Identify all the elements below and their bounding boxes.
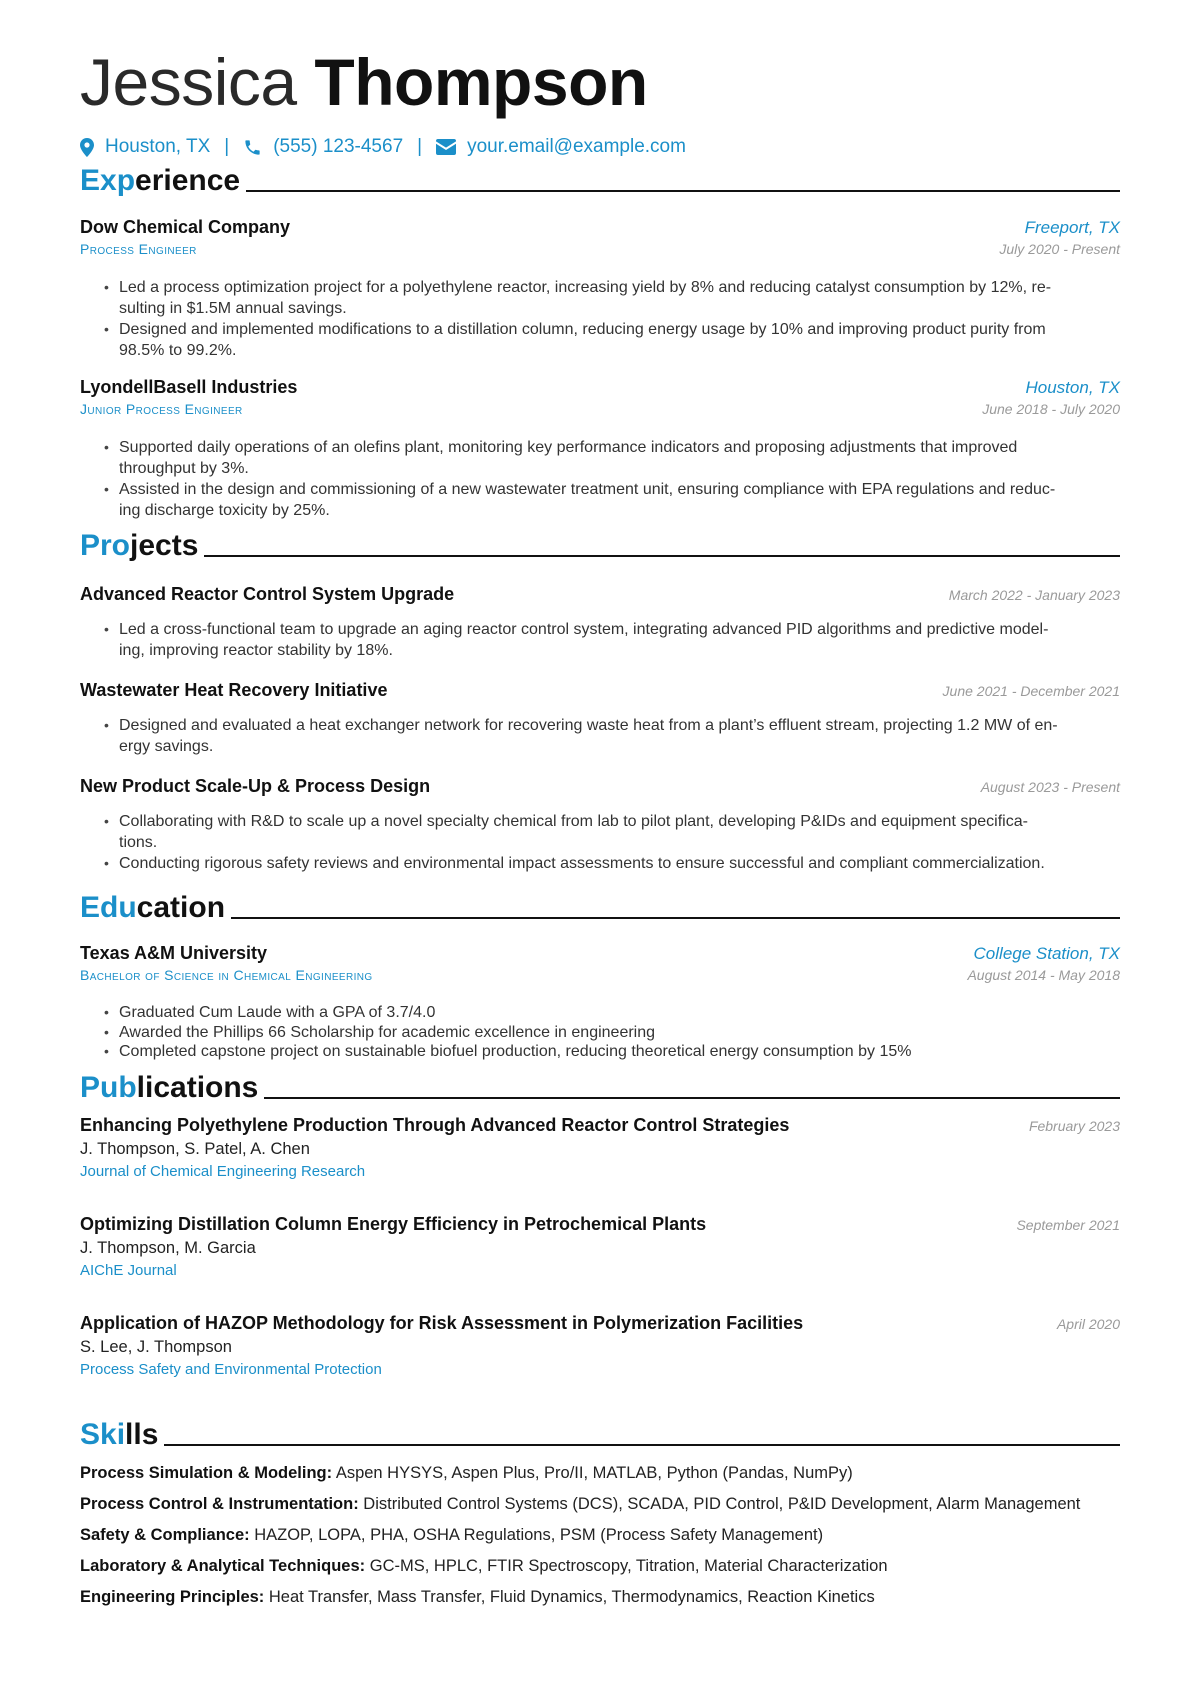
company-name: Dow Chemical Company xyxy=(80,217,291,237)
list-item: • Collaborating with R&D to scale up a novel specialty chemical from lab to pilot plant, developing P&IDs and equipment specifica- tions. xyxy=(104,811,1120,853)
list-item: • Conducting rigorous safety reviews and environmental impact assessments to ensure successful and compliant commercialization. xyxy=(104,853,1120,874)
publication-entry xyxy=(80,1214,1120,1279)
candidate-name xyxy=(80,44,1120,120)
publication-date: April 2020 xyxy=(1056,1316,1120,1332)
project-dates: August 2023 - Present xyxy=(980,779,1120,795)
contact-separator: | xyxy=(417,136,423,157)
skill-row: Process Simulation & Modeling: Aspen HYSYS, Aspen Plus, Pro/II, MATLAB, Python (Pandas, NumPy) xyxy=(80,1464,853,1482)
project-title: Wastewater Heat Recovery Initiative xyxy=(80,680,388,700)
contact-bar xyxy=(80,134,1120,160)
job-dates: June 2018 - July 2020 xyxy=(982,401,1120,417)
list-item: • Completed capstone project on sustainable biofuel production, reducing theoretical energy consumption by 15% xyxy=(104,1042,1120,1062)
publication-authors: J. Thompson, S. Patel, A. Chen xyxy=(80,1140,310,1158)
map-pin-icon xyxy=(80,138,94,157)
bullet-list xyxy=(104,1003,1120,1062)
section-rule xyxy=(204,555,1120,557)
phone-icon xyxy=(243,138,262,157)
contact-separator: | xyxy=(224,136,230,157)
first-name: Jessica xyxy=(80,45,297,119)
job-location: Houston, TX xyxy=(1025,378,1120,397)
degree: Bachelor of Science in Chemical Engineering xyxy=(80,967,373,983)
section-title: Projects xyxy=(80,529,199,562)
project-entry xyxy=(80,680,1120,757)
experience-entry xyxy=(80,377,1120,521)
publication-entry xyxy=(80,1313,1120,1378)
publication-entry xyxy=(80,1115,1120,1180)
section-rule xyxy=(231,917,1120,919)
list-item: • Designed and implemented modifications to a distillation column, reducing energy usage by 10% and improving product purity from 98.5% to 99.2%. xyxy=(104,319,1120,361)
publication-date: February 2023 xyxy=(1028,1118,1120,1134)
list-item: • Graduated Cum Laude with a GPA of 3.7/4.0 xyxy=(104,1003,1120,1023)
publication-date: September 2021 xyxy=(1016,1217,1120,1233)
skill-row: Safety & Compliance: HAZOP, LOPA, PHA, OSHA Regulations, PSM (Process Safety Management) xyxy=(80,1526,824,1544)
bullet-list xyxy=(104,437,1120,521)
publication-title: Optimizing Distillation Column Energy Efficiency in Petrochemical Plants xyxy=(80,1214,707,1234)
publication-authors: J. Thompson, M. Garcia xyxy=(80,1239,256,1257)
list-item: • Led a cross-functional team to upgrade an aging reactor control system, integrating advanced PID algorithms and predictive model- ing, improving reactor stability by 18%. xyxy=(104,619,1120,661)
section-rule xyxy=(246,190,1120,192)
project-entry xyxy=(80,584,1120,661)
skills-list xyxy=(80,1458,1120,1613)
section-experience-heading xyxy=(80,160,1120,198)
phone-text: (555) 123-4567 xyxy=(273,136,404,157)
project-dates: June 2021 - December 2021 xyxy=(942,683,1120,699)
section-title: Education xyxy=(80,891,226,924)
experience-entry xyxy=(80,217,1120,361)
list-item: • Supported daily operations of an olefins plant, monitoring key performance indicators and proposing adjustments that improved throughput by 3%. xyxy=(104,437,1120,479)
bullet-list xyxy=(104,277,1120,361)
section-rule xyxy=(264,1097,1120,1099)
job-role: Junior Process Engineer xyxy=(80,401,243,417)
publication-journal: Journal of Chemical Engineering Research xyxy=(80,1163,366,1180)
school-location: College Station, TX xyxy=(973,944,1120,963)
publication-journal: AIChE Journal xyxy=(80,1262,177,1279)
contact-phone[interactable] xyxy=(243,136,403,158)
project-title: New Product Scale-Up & Process Design xyxy=(80,776,431,796)
section-title: Publications xyxy=(80,1071,259,1104)
bullet-list xyxy=(104,619,1120,661)
section-skills-heading xyxy=(80,1414,1120,1452)
company-name: LyondellBasell Industries xyxy=(80,377,298,397)
skill-row: Laboratory & Analytical Techniques: GC-MS, HPLC, FTIR Spectroscopy, Titration, Material Characterization xyxy=(80,1557,888,1575)
bullet-list xyxy=(104,811,1120,874)
contact-email[interactable] xyxy=(436,136,686,158)
skill-row: Process Control & Instrumentation: Distributed Control Systems (DCS), SCADA, PID Control, P&ID Development, Alarm Management xyxy=(80,1495,1081,1513)
skill-row: Engineering Principles: Heat Transfer, Mass Transfer, Fluid Dynamics, Thermodynamics, Reaction Kinetics xyxy=(80,1588,875,1606)
education-entry xyxy=(80,943,1120,1062)
bullet-list xyxy=(104,715,1120,757)
section-publications-heading xyxy=(80,1067,1120,1105)
project-title: Advanced Reactor Control System Upgrade xyxy=(80,584,455,604)
job-location: Freeport, TX xyxy=(1024,218,1120,237)
job-dates: July 2020 - Present xyxy=(999,241,1120,257)
publication-title: Enhancing Polyethylene Production Through Advanced Reactor Control Strategies xyxy=(80,1115,790,1135)
section-projects-heading xyxy=(80,525,1120,563)
list-item: • Awarded the Phillips 66 Scholarship for academic excellence in engineering xyxy=(104,1023,1120,1043)
list-item: • Designed and evaluated a heat exchanger network for recovering waste heat from a plant’s effluent stream, projecting 1.2 MW of en- ergy savings. xyxy=(104,715,1120,757)
resume-page xyxy=(80,0,1120,160)
list-item: • Assisted in the design and commissioning of a new wastewater treatment unit, ensuring compliance with EPA regulations and reduc- ing discharge toxicity by 25%. xyxy=(104,479,1120,521)
envelope-icon xyxy=(436,139,456,155)
list-item: • Led a process optimization project for a polyethylene reactor, increasing yield by 8% and reducing catalyst consumption by 12%, re- sulting in $1.5M annual savings. xyxy=(104,277,1120,319)
publication-journal: Process Safety and Environmental Protection xyxy=(80,1361,382,1378)
school-name: Texas A&M University xyxy=(80,943,268,963)
location-text: Houston, TX xyxy=(105,136,211,157)
job-role: Process Engineer xyxy=(80,241,197,257)
contact-location xyxy=(80,136,210,158)
email-link[interactable]: your.email@example.com xyxy=(467,136,686,157)
education-dates: August 2014 - May 2018 xyxy=(967,967,1120,983)
last-name: Thompson xyxy=(314,45,648,119)
section-title: Skills xyxy=(80,1418,159,1451)
section-rule xyxy=(164,1444,1120,1446)
project-dates: March 2022 - January 2023 xyxy=(948,587,1120,603)
publication-authors: S. Lee, J. Thompson xyxy=(80,1338,232,1356)
section-education-heading xyxy=(80,887,1120,925)
project-entry xyxy=(80,776,1120,874)
publication-title: Application of HAZOP Methodology for Risk Assessment in Polymerization Facilities xyxy=(80,1313,804,1333)
section-title: Experience xyxy=(80,164,241,197)
